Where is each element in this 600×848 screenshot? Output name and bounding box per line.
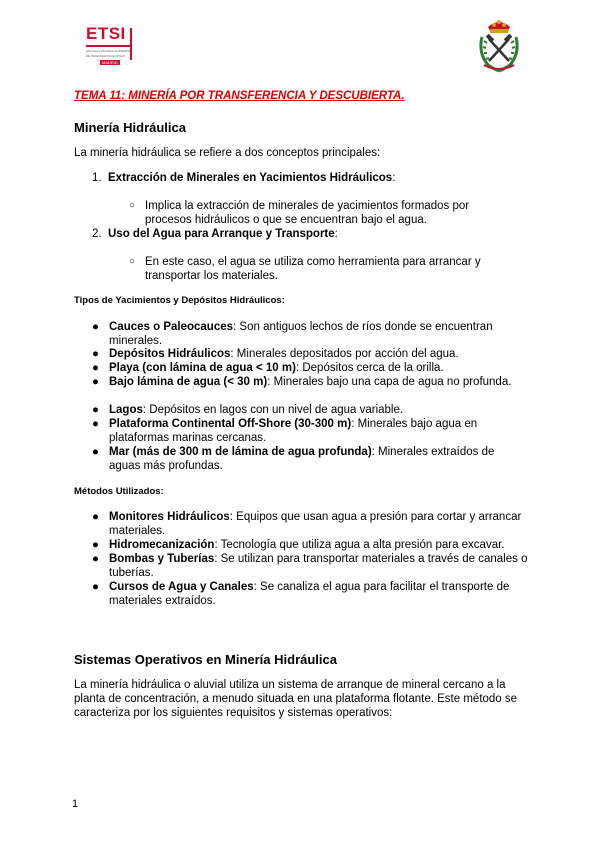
list-item-text: : Se canaliza el agua para facilitar el transporte de materiales extraídos.: [109, 581, 510, 607]
document-title: TEMA 11: MINERÍA POR TRANSFERENCIA Y DESCUBIERTA.: [74, 90, 405, 102]
list-item-text: : Minerales bajo agua en plataformas marinas cercanas.: [109, 418, 478, 444]
list-item-label: Plataforma Continental Off-Shore (30-300 m): [109, 418, 352, 430]
bullet-icon: ●: [92, 446, 99, 458]
list-item-label: Bajo lámina de agua (< 30 m): [109, 376, 268, 388]
bullet-icon: ●: [92, 376, 99, 388]
list-item: [92, 417, 528, 445]
list-item-text: : Minerales extraídos de aguas más profundas.: [109, 446, 495, 472]
list-number: 1.: [92, 172, 102, 184]
logo-subtitle-1: ESCUELA TÉCNICA SUPERIOR: [86, 49, 131, 53]
bullet-icon: ●: [92, 553, 99, 565]
etsi-logo-text: ETSI: [86, 24, 126, 43]
coat-of-arms-icon: [474, 17, 524, 73]
list-item: [92, 445, 528, 473]
list-item-label: Cursos de Agua y Canales: [109, 581, 254, 593]
section-heading-mineria: Minería Hidráulica: [74, 120, 186, 135]
sub-item-text: En este caso, el agua se utiliza como herramienta para arrancar y transportar los materiales.: [145, 256, 481, 282]
list-item-label: Depósitos Hidráulicos: [109, 348, 231, 360]
list-item: [92, 227, 338, 241]
bullet-icon: ●: [92, 418, 99, 430]
list-item-label: Monitores Hidráulicos: [109, 511, 230, 523]
list-item-label: Bombas y Tuberías: [109, 553, 215, 565]
list-item: [92, 361, 528, 375]
list-item-label: Uso del Agua para Arranque y Transporte: [108, 228, 335, 240]
metodos-heading: Métodos Utilizados:: [74, 486, 164, 497]
bullet-icon: ●: [92, 404, 99, 416]
list-item-text: : Depósitos cerca de la orilla.: [295, 362, 444, 374]
list-item-label: Playa (con lámina de agua < 10 m): [109, 362, 296, 374]
list-item: [92, 580, 528, 608]
logo-divider-vertical: [130, 28, 132, 60]
logo-subtitle-2: DE INGENIEROS DE MINAS: [86, 54, 126, 58]
list-item: [92, 375, 528, 389]
list-item-label: Mar (más de 300 m de lámina de agua profunda): [109, 446, 372, 458]
bullet-icon: ●: [92, 321, 99, 333]
section-heading-sistemas: Sistemas Operativos en Minería Hidráulica: [74, 652, 337, 667]
circle-bullet-icon: ○: [129, 256, 136, 267]
list-item-text: : Equipos que usan agua a presión para cortar y arrancar materiales.: [109, 511, 522, 537]
bullet-icon: ●: [92, 581, 99, 593]
list-item-text: : Minerales depositados por acción del agua.: [230, 348, 459, 360]
sub-item: [129, 255, 509, 283]
list-item-label: Extracción de Minerales en Yacimientos Hidráulicos: [108, 172, 393, 184]
list-item-text: : Depósitos en lagos con un nivel de agua variable.: [142, 404, 404, 416]
list-item: [92, 347, 528, 361]
sub-item: [129, 199, 509, 227]
list-item: [92, 538, 528, 552]
list-item-label: Lagos: [109, 404, 143, 416]
bullet-icon: ●: [92, 348, 99, 360]
tipos-heading: Tipos de Yacimientos y Depósitos Hidráulicos:: [74, 295, 285, 306]
circle-bullet-icon: ○: [129, 200, 136, 211]
section-paragraph: La minería hidráulica o aluvial utiliza un sistema de arranque de mineral cercano a la planta de concentración, a menudo situada en una plataforma flotante. Este método se caracteriza por los siguientes requisitos y sistemas operativos:: [74, 679, 518, 719]
list-item: [92, 510, 528, 538]
list-item-text: : Tecnología que utiliza agua a alta presión para excavar.: [214, 539, 505, 551]
section-intro: La minería hidráulica se refiere a dos conceptos principales:: [74, 147, 381, 159]
list-item-label: Cauces o Paleocauces: [109, 321, 234, 333]
list-item: [92, 171, 395, 185]
list-item-text: : Se utilizan para transportar materiales a través de canales o tuberías.: [109, 553, 528, 579]
list-number: 2.: [92, 228, 102, 240]
list-item-colon: :: [334, 228, 338, 240]
bullet-icon: ●: [92, 539, 99, 551]
list-item: [92, 320, 528, 348]
bullet-icon: ●: [92, 362, 99, 374]
etsi-logo: [86, 24, 141, 70]
list-item: [92, 403, 528, 417]
logo-divider: [86, 45, 131, 47]
page-number: 1: [72, 798, 79, 810]
list-item-label: Hidromecanización: [109, 539, 215, 551]
list-item-colon: :: [392, 172, 396, 184]
list-item-text: : Minerales bajo una capa de agua no profunda.: [267, 376, 512, 388]
list-item-text: : Son antiguos lechos de ríos donde se encuentran minerales.: [109, 321, 493, 347]
bullet-icon: ●: [92, 511, 99, 523]
sub-item-text: Implica la extracción de minerales de yacimientos formados por procesos hidráulicos o que se encuentran bajo el agua.: [145, 200, 470, 226]
list-item: [92, 552, 528, 580]
logo-tag: MADRID: [102, 60, 118, 65]
